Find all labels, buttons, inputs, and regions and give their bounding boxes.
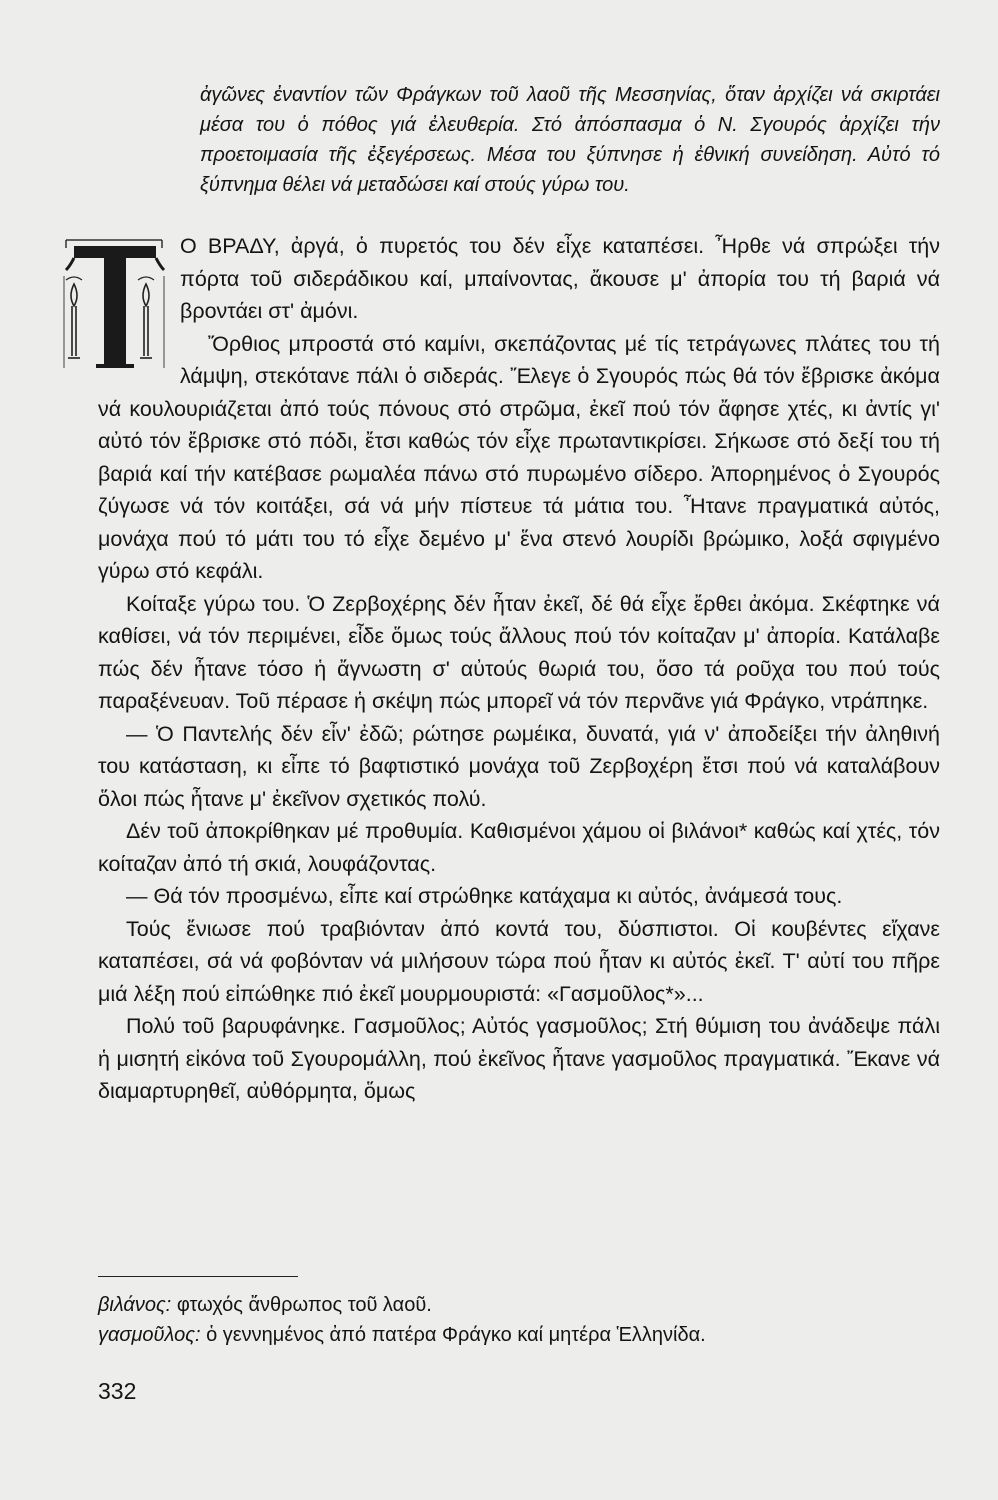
ornamental-drop-cap-tau (60, 236, 168, 372)
footnote-term: γασμοῦλος: (98, 1324, 201, 1346)
footnote (98, 1290, 940, 1320)
intro-text: ἀγῶνες ἐναντίον τῶν Φράγκων τοῦ λαοῦ τῆς Μεσσηνίας, ὅταν ἀρχίζει νά σκιρτάει μέσα του ὁ πόθος γιά ἐλευθερία. Στό ἀπόσπασμα ὁ Ν. Σγουρός ἀρχίζει τήν προετοιμασία τῆς ἐξεγέρσεως. Μέσα του ξύπνησε ἡ ἐθνική συνείδηση. Αὐτό τό ξύπνημα θέλει νά μεταδώσει καί στούς γύρω του. (200, 84, 940, 196)
paragraph: Ὄρθιος μπροστά στό καμίνι, σκεπάζοντας μέ τίς τετράγωνες πλάτες του τή λάμψη, στεκότανε πάλι ὁ σιδεράς. Ἔλεγε ὁ Σγουρός πώς θά τόν ἔβρισκε ἀκόμα νά κουλουριάζεται ἀπό τούς πόνους στό στρῶμα, ἐκεῖ πού τόν ἄφησε χτές, κι ἀντίς γι' αὐτό τόν ἔβρισκε στό πόδι, ἔτσι καθώς τόν εἶχε πρωταντικρίσει. Σήκωσε στό δεξί του τή βαριά καί τήν κατέβασε ρωμαλέα πάνω στό πυρωμένο σίδερο. Ἀπορημένος ὁ Σγουρός ζύγωσε νά τόν κοιτάξει, σά νά μήν πίστευε τά μάτια του. Ἦτανε πραγματικά αὐτός, μονάχα πού τό μάτι του τό εἶχε δεμένο μ' ἕνα στενό λουρίδι βρώμικο, λοξά σφιγμένο γύρω στό κεφάλι. (98, 331, 940, 583)
footnote-definition: ὁ γεννημένος ἀπό πατέρα Φράγκο καί μητέρα Ἑλληνίδα. (206, 1324, 706, 1346)
footnote (98, 1320, 940, 1350)
chapter-body (98, 230, 940, 1108)
paragraph: Τούς ἔνιωσε πού τραβιόνταν ἀπό κοντά του, δύσπιστοι. Οἱ κουβέντες εἴχανε καταπέσει, σά νά φοβόνταν νά μιλήσουν τώρα πού ἦταν κι αὐτός ἐκεῖ. Τ' αὐτί του πῆρε μιά λέξη πού εἰπώθηκε πιό ἐκεῖ μουρμουριστά: «Γασμοῦλος*»... (98, 916, 940, 1006)
paragraph: Δέν τοῦ ἀποκρίθηκαν μέ προθυμία. Καθισμένοι χάμου οἱ βιλάνοι* καθώς καί χτές, τόν κοίταζαν ἀπό τή σκιά, λουφάζοντας. (98, 819, 940, 876)
footnotes (98, 1290, 940, 1350)
footnote-definition: φτωχός ἄνθρωπος τοῦ λαοῦ. (176, 1294, 432, 1316)
paragraph: Κοίταξε γύρω του. Ὁ Ζερβοχέρης δέν ἦταν ἐκεῖ, δέ θά εἶχε ἔρθει ἀκόμα. Σκέφτηκε νά καθίσει, νά τόν περιμένει, εἶδε ὅμως τούς ἄλλους πού τόν κοίταζαν μ' ἀπορία. Κατάλαβε πώς δέν ἦτανε τόσο ἡ ἄγνωστη σ' αὐτούς θωριά του, ὅσο τά ροῦχα του πού τούς παραξένευαν. Τοῦ πέρασε ἡ σκέψη πώς μπορεῖ νά τόν περνᾶνε γιά Φράγκο, ντράπηκε. (98, 591, 940, 713)
paragraph: — Θά τόν προσμένω, εἶπε καί στρώθηκε κατάχαμα κι αὐτός, ἀνάμεσά τους. (126, 884, 843, 908)
drop-cap-ornament (60, 236, 168, 372)
paragraph: Πολύ τοῦ βαρυφάνηκε. Γασμοῦλος; Αὐτός γασμοῦλος; Στή θύμιση του ἀνάδεψε πάλι ἡ μισητή εἰκόνα τοῦ Σγουρομάλλη, πού ἐκεῖνος ἦτανε γασμοῦλος πραγματικά. Ἔκανε νά διαμαρτυρηθεῖ, αὐθόρμητα, ὅμως (98, 1014, 940, 1103)
paragraph: Ο ΒΡΑΔΥ, ἀργά, ὁ πυρετός του δέν εἶχε καταπέσει. Ἦρθε νά σπρώξει τήν πόρτα τοῦ σιδεράδικου καί, μπαίνοντας, ἄκουσε μ' ἀπορία του τή βαριά νά βροντάει στ' ἀμόνι. (180, 234, 940, 323)
page-number: 332 (98, 1378, 137, 1404)
paragraph: — Ὁ Παντελής δέν εἶν' ἐδῶ; ρώτησε ρωμέικα, δυνατά, γιά ν' ἀποδείξει τήν ἀληθινή του κατάσταση, κι εἶπε τό βαφτιστικό μονάχα τοῦ Ζερβοχέρη ἔτσι πού νά καταλάβουν ὅλοι πώς ἦτανε μ' ἐκεῖνον σχετικός πολύ. (98, 721, 940, 811)
footnote-term: βιλάνος: (98, 1294, 172, 1316)
footnote-divider (98, 1276, 298, 1277)
